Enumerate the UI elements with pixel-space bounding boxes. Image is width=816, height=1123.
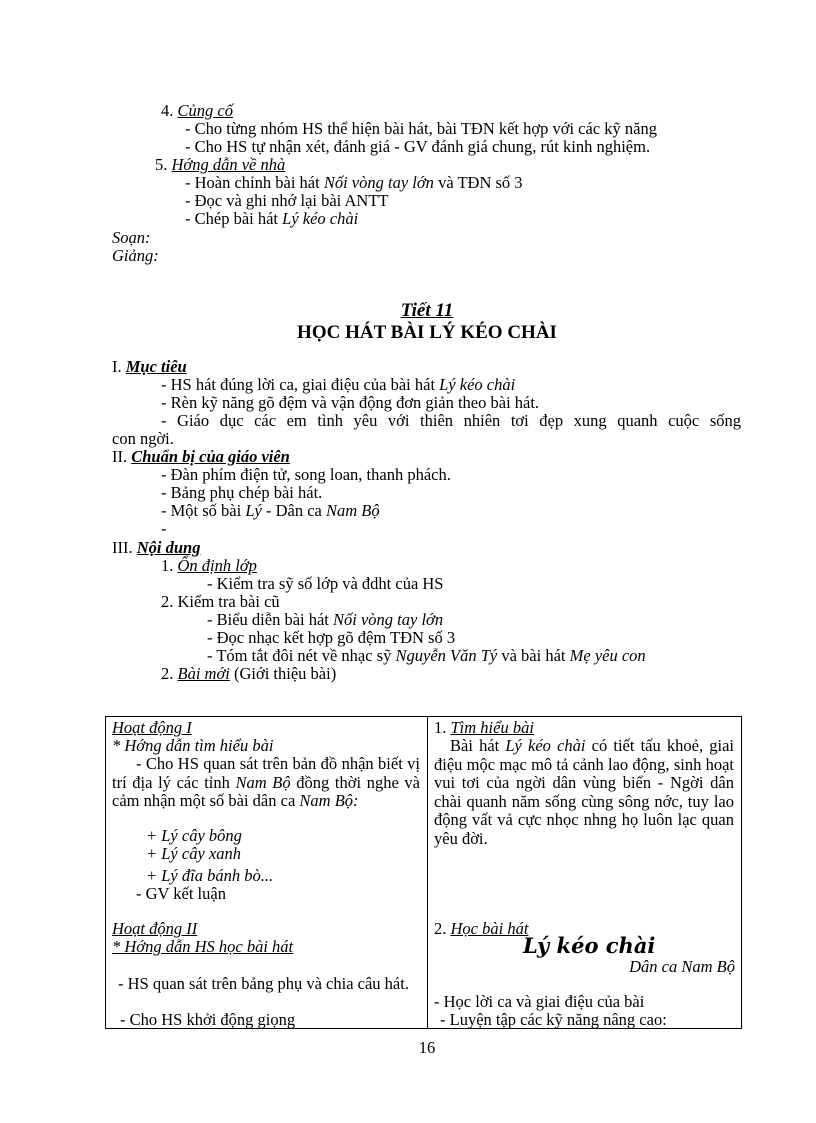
- activity-1-text-b: đồng thời nghe và cảm nhận một số bài dân ca: [112, 772, 420, 810]
- song-list-item: + Lý đĩa bánh bò...: [146, 866, 274, 885]
- item-4-line-1: - Cho từng nhóm HS thể hiện bài hát, bài TĐN kết hợp với các kỹ năng: [185, 119, 657, 138]
- ly-word: Lý: [245, 501, 262, 520]
- content-2-heading: [434, 920, 528, 939]
- section-2-line-2: - Bảng phụ chép bài hát.: [161, 483, 323, 502]
- subsection-3-rest: (Giới thiệu bài): [229, 664, 337, 683]
- item-4-line-2: - Cho HS tự nhận xét, đánh giá - GV đánh giá chung, rút kinh nghiệm.: [185, 137, 651, 156]
- subsection-2-line-3-mid: và bài hát: [497, 646, 570, 665]
- activity-2-line: - Cho HS khởi động giọng: [120, 1010, 296, 1028]
- song-list-item: + Lý cây xanh: [146, 844, 241, 863]
- soan-label: Soạn:: [112, 228, 151, 247]
- section-3-title: Nội dung: [136, 538, 201, 557]
- subsection-2-line-2: - Đọc nhạc kết hợp gõ đệm TĐN số 3: [207, 628, 456, 647]
- content-2-number: 2.: [434, 919, 451, 938]
- song-name: Lý kéo chài: [439, 375, 516, 394]
- section-2-line-4: -: [161, 519, 167, 538]
- item-5-line-1-text: - Hoàn chỉnh bài hát: [185, 173, 324, 192]
- song-name: Nối vòng tay lớn: [323, 173, 434, 192]
- activity-2-subtitle: * Hớng dẫn HS học bài hát: [112, 937, 294, 956]
- section-1-number: I.: [112, 357, 126, 376]
- song-name: Mẹ yêu con: [569, 646, 646, 665]
- item-5-number: 5.: [155, 155, 168, 174]
- item-4: [161, 102, 233, 121]
- content-1-paragraph: [434, 737, 734, 848]
- song-origin: Dân ca Nam Bộ: [629, 957, 735, 976]
- section-2-title: Chuẩn bị của giáo viên: [131, 447, 290, 466]
- section-1-line-1-text: - HS hát đúng lời ca, giai điệu của bài hát: [161, 375, 440, 394]
- subsection-2-line-3-text: - Tóm tắt đôi nét về nhạc sỹ: [207, 646, 396, 665]
- section-2-heading: [112, 448, 290, 467]
- item-4-number: 4.: [161, 101, 174, 120]
- subsection-2-heading: 2. Kiểm tra bài cũ: [161, 592, 280, 611]
- activities-table: [105, 716, 742, 1029]
- giang-label: Giảng:: [112, 246, 159, 265]
- content-2-line-1: - Học lời ca và giai điệu của bài: [434, 992, 645, 1011]
- section-2-line-3: [161, 502, 380, 521]
- subsection-3-number: 2.: [161, 664, 178, 683]
- subsection-1-number: 1.: [161, 556, 178, 575]
- content-1-text-a: Bài hát: [450, 736, 506, 755]
- teacher-activities-cell: [106, 717, 428, 1029]
- item-5-line-3-text: - Chép bài hát: [185, 209, 283, 228]
- content-2-line-2: - Luyện tập các kỹ năng nâng cao:: [440, 1010, 667, 1028]
- subsection-1-title: Ổn định lớp: [177, 556, 257, 575]
- section-1-line-3-cont: con ngời.: [112, 429, 174, 448]
- region-name: Nam Bộ: [235, 772, 291, 792]
- section-2-line-3-mid: - Dân ca: [261, 501, 326, 520]
- section-3-number: III.: [112, 538, 137, 557]
- section-1-heading: [112, 358, 187, 377]
- activity-1-subtitle: * Hớng dẫn tìm hiểu bài: [112, 736, 274, 755]
- region-name: Nam Bộ:: [299, 791, 359, 810]
- subsection-2-line-1: [207, 611, 443, 630]
- subsection-3-heading: [161, 665, 336, 684]
- item-5-line-3: [185, 210, 358, 229]
- song-name: Nối vòng tay lớn: [333, 610, 444, 629]
- content-1-title: Tìm hiểu bài: [450, 718, 534, 737]
- activity-1-title: Hoạt động I: [112, 718, 192, 737]
- item-5: [155, 156, 285, 175]
- activity-2-title: Hoạt động II: [112, 919, 198, 938]
- section-1-title: Mục tiêu: [125, 357, 187, 376]
- item-5-line-2: - Đọc và ghi nhớ lại bài ANTT: [185, 191, 389, 210]
- content-1-heading: [434, 719, 534, 738]
- subsection-1-line: - Kiểm tra sỹ số lớp và đdht của HS: [207, 574, 444, 593]
- region-name: Nam Bộ: [325, 501, 380, 520]
- content-1-text-b: có tiết tấu khoẻ, giai điệu mộc mạc mô tả cảnh lao động, sinh hoạt vui tơi của ngời dân vùng biển - Ngời dân chài quanh năm sống cùng sông nớc, tuy lao động vất vả cực nhọc nhng họ luôn lạc quan yêu đời.: [434, 736, 734, 848]
- activity-1-paragraph: [112, 755, 420, 811]
- subsection-1-heading: [161, 557, 257, 576]
- item-5-line-1: [185, 174, 523, 193]
- song-title: Lý kéo chài: [523, 933, 656, 958]
- student-activities-cell: [428, 717, 742, 1029]
- section-1-line-3: - Giáo dục các em tình yêu với thiên nhiên tơi đẹp xung quanh cuộc sống: [161, 411, 741, 430]
- lesson-title: HỌC HÁT BÀI LÝ KÉO CHÀI: [297, 322, 557, 343]
- section-2-number: II.: [112, 447, 132, 466]
- author-name: Nguyễn Văn Tý: [395, 646, 498, 665]
- subsection-2-line-3: [207, 647, 646, 666]
- activity-2-paragraph: - HS quan sát trên bảng phụ và chia câu hát.: [118, 974, 409, 993]
- song-name: Lý kéo chài: [505, 736, 586, 755]
- item-4-heading: Củng cố: [177, 101, 233, 120]
- section-1-line-1: [161, 376, 515, 395]
- song-name: Lý kéo chài: [282, 209, 359, 228]
- period-label: Tiết 11: [400, 300, 454, 321]
- section-3-heading: [112, 539, 200, 558]
- content-1-number: 1.: [434, 718, 451, 737]
- section-2-line-1: - Đàn phím điện tử, song loan, thanh phách.: [161, 465, 451, 484]
- conclusion-line: - GV kết luận: [136, 884, 226, 903]
- section-2-line-3-text: - Một số bài: [161, 501, 246, 520]
- section-1-line-2: - Rèn kỹ năng gõ đệm và vận động đơn giản theo bài hát.: [161, 393, 540, 412]
- subsection-3-title: Bài mới: [177, 664, 230, 683]
- activity-1-text-a: - Cho HS quan sát trên bản đồ nhận biết vị trí địa lý các tỉnh: [112, 754, 420, 792]
- item-5-line-1-tail: và TĐN số 3: [433, 173, 523, 192]
- subsection-2-line-1-text: - Biểu diễn bài hát: [207, 610, 334, 629]
- page-number: 16: [418, 1038, 436, 1057]
- item-5-heading: Hớng dẫn về nhà: [171, 155, 286, 174]
- song-list-item: + Lý cây bông: [146, 826, 242, 845]
- content-2-title: Học bài hát: [450, 919, 529, 938]
